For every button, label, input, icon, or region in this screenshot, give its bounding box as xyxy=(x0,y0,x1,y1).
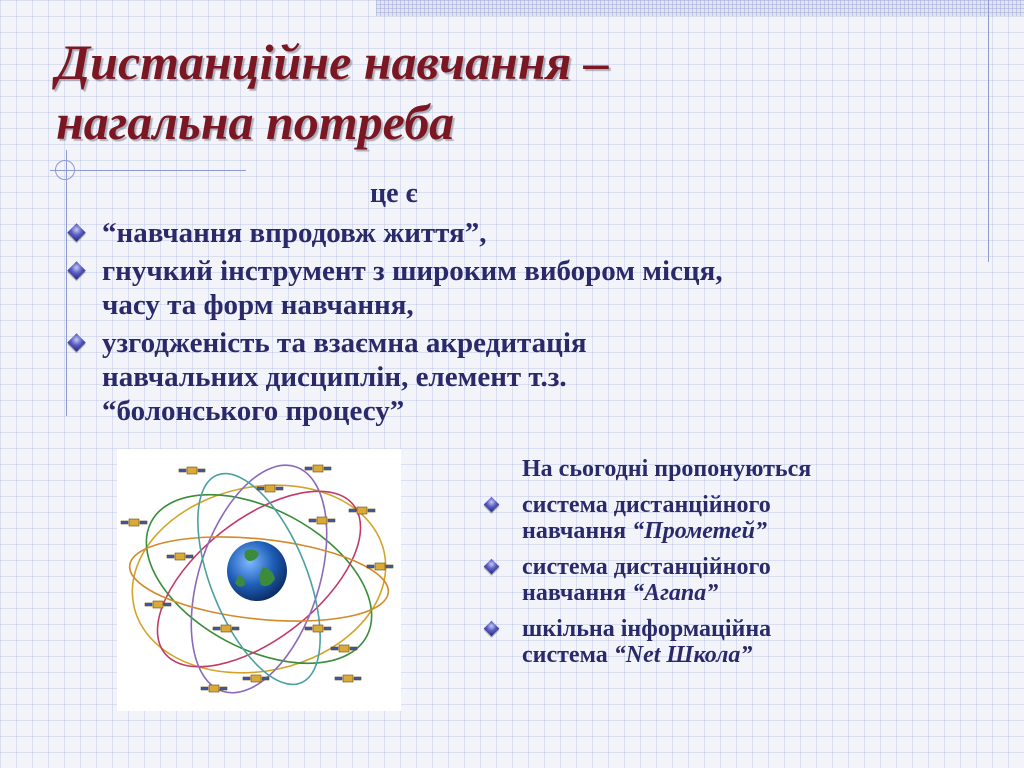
title-line-2: нагальна потреба xyxy=(56,94,455,150)
main-list-item xyxy=(66,254,1006,322)
satellite-globe-icon xyxy=(117,449,401,711)
top-decor-band xyxy=(376,0,1024,16)
system-line: шкільна інформаційна xyxy=(522,616,772,642)
diamond-bullet-icon xyxy=(67,261,85,279)
system-name: “Net Школа” xyxy=(613,642,753,668)
systems-list-item xyxy=(480,554,1000,606)
system-name: “Агапа” xyxy=(632,580,719,606)
intro-text: це є xyxy=(370,178,418,209)
title-line-1: Дистанційне навчання – xyxy=(56,34,609,90)
systems-list-item xyxy=(480,616,1000,668)
diamond-bullet-icon xyxy=(67,333,85,351)
diamond-bullet-icon xyxy=(484,559,500,575)
system-line: система дистанційного xyxy=(522,492,771,518)
list-item-text: “навчання впродовж життя”, xyxy=(102,217,487,249)
main-bullet-list xyxy=(66,216,1006,432)
list-item-text: узгодженість та взаємна акредитація xyxy=(102,327,587,359)
list-item-text: “болонського процесу” xyxy=(102,395,405,427)
system-prefix: навчання xyxy=(522,580,633,606)
main-list-item xyxy=(66,326,1006,428)
systems-list-item xyxy=(480,492,1000,544)
system-prefix: навчання xyxy=(522,518,633,544)
main-list-item xyxy=(66,216,1006,250)
circle-ornament-icon xyxy=(55,160,75,180)
decor-line-title xyxy=(50,170,246,171)
slide-title xyxy=(56,32,956,152)
systems-list xyxy=(480,492,1000,678)
diamond-bullet-icon xyxy=(484,497,500,513)
system-line: система дистанційного xyxy=(522,554,771,580)
system-name: “Прометей” xyxy=(632,518,767,544)
satellite-globe-image xyxy=(117,449,401,711)
list-item-text: гнучкий інструмент з широким вибором місця, xyxy=(102,255,723,287)
sub-intro-text: На сьогодні пропонуються xyxy=(522,456,812,482)
list-item-text: часу та форм навчання, xyxy=(102,289,414,321)
list-item-text: навчальних дисциплін, елемент т.з. xyxy=(102,361,567,393)
diamond-bullet-icon xyxy=(484,621,500,637)
system-prefix: система xyxy=(522,642,614,668)
diamond-bullet-icon xyxy=(67,223,85,241)
